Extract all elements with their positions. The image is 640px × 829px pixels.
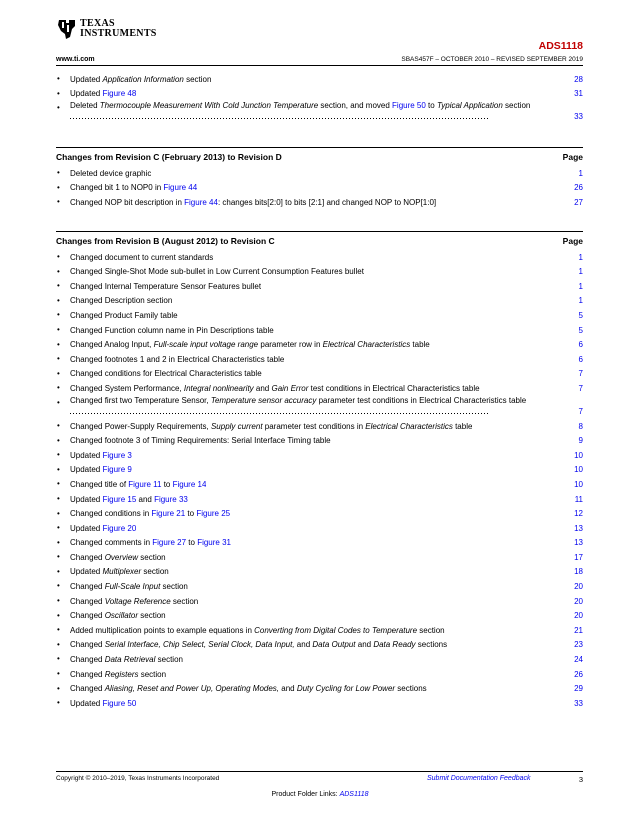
page-column-label: Page xyxy=(562,236,583,246)
bullet-icon: • xyxy=(57,281,60,291)
page-link[interactable]: 26 xyxy=(574,669,583,679)
text-segment: Changed Description section xyxy=(70,296,173,306)
figure-link[interactable]: Figure 15 xyxy=(102,494,137,504)
bullet-icon: • xyxy=(57,310,60,320)
text-segment: Updated xyxy=(70,494,103,504)
bullet-icon: • xyxy=(57,295,60,305)
list-item xyxy=(56,477,583,492)
item-text xyxy=(70,699,136,711)
text-segment: Updated xyxy=(70,450,103,460)
page-link[interactable]: 13 xyxy=(574,538,583,548)
text-segment: section xyxy=(417,625,445,635)
page-link[interactable]: 7 xyxy=(578,369,583,379)
item-text xyxy=(70,198,436,210)
list-item xyxy=(56,101,583,124)
page-link[interactable]: 1 xyxy=(578,252,583,262)
bullet-icon: • xyxy=(57,625,60,635)
italic-text: Application Information xyxy=(102,74,184,84)
text-segment: : changes bits[2:0] to bits [2:1] and changed NOP to NOP[1:0] xyxy=(217,197,437,207)
text-segment: Changed bit 1 to NOP0 in xyxy=(70,183,164,193)
bullet-icon: • xyxy=(57,566,60,576)
bullet-icon: • xyxy=(57,103,60,113)
page-column-label: Page xyxy=(562,152,583,162)
list-item xyxy=(56,652,583,667)
text-segment: Updated xyxy=(70,698,103,708)
list-item xyxy=(56,507,583,522)
text-segment: Changed Internal Temperature Sensor Features bullet xyxy=(70,281,262,291)
bullet-icon: • xyxy=(57,252,60,261)
bullet-icon: • xyxy=(57,654,60,664)
item-text xyxy=(70,296,172,308)
bullet-icon: • xyxy=(57,354,60,364)
figure-link[interactable]: Figure 3 xyxy=(102,450,132,460)
revision-line: SBAS457F – OCTOBER 2010 – REVISED SEPTEMBER 2019 xyxy=(401,56,583,63)
bullet-icon: • xyxy=(57,493,60,503)
bullet-icon: • xyxy=(57,464,60,474)
section-heading xyxy=(56,232,583,250)
page-link[interactable]: 10 xyxy=(574,479,583,489)
text-segment: Changed xyxy=(70,552,105,562)
text-segment: to xyxy=(186,538,198,548)
bullet-icon: • xyxy=(57,324,60,334)
submit-feedback-link[interactable]: Submit Documentation Feedback xyxy=(427,775,531,782)
figure-link[interactable]: Figure 27 xyxy=(152,538,187,548)
bullet-icon: • xyxy=(57,683,60,693)
page-link[interactable]: 10 xyxy=(574,465,583,475)
list-item xyxy=(56,367,583,382)
section-title: Changes from Revision C (February 2013) to Revision D xyxy=(56,152,282,162)
copyright-text: Copyright © 2010–2019, Texas Instruments Incorporated xyxy=(56,775,220,782)
item-text xyxy=(70,369,262,381)
bullet-icon: • xyxy=(57,266,60,276)
bullet-icon: • xyxy=(57,88,60,98)
bullet-icon: • xyxy=(57,435,60,445)
italic-text: Temperature sensor accuracy xyxy=(210,395,317,405)
text-segment: Deleted device graphic xyxy=(70,168,152,178)
text-segment: Changed comments in xyxy=(70,538,153,548)
figure-link[interactable]: Figure 21 xyxy=(151,509,186,519)
page-link[interactable]: 29 xyxy=(574,684,583,694)
page-link[interactable]: 20 xyxy=(574,596,583,606)
text-segment: Changed conditions in xyxy=(70,509,152,519)
ti-logo-icon xyxy=(56,17,78,41)
italic-text: Electrical Characteristics xyxy=(322,340,411,350)
text-segment: parameter test conditions in Electrical Characteristics table xyxy=(316,395,527,405)
list-item xyxy=(56,536,583,551)
bullet-icon: • xyxy=(57,197,60,207)
figure-link[interactable]: Figure 25 xyxy=(196,509,231,519)
list-item xyxy=(56,492,583,507)
page-link[interactable]: 8 xyxy=(578,421,583,431)
change-list xyxy=(56,250,583,711)
page-link[interactable]: 31 xyxy=(574,89,583,99)
bullet-icon: • xyxy=(57,669,60,679)
text-segment: to xyxy=(185,509,197,519)
bullet-icon: • xyxy=(57,698,60,708)
text-segment: section xyxy=(183,74,212,84)
item-text xyxy=(70,311,178,323)
italic-text: Full-Scale Input xyxy=(104,582,161,592)
list-item xyxy=(56,294,583,309)
item-text xyxy=(70,396,577,419)
text-segment: section xyxy=(170,596,199,606)
text-segment: table xyxy=(452,421,473,431)
text-segment: Changed document to current standards xyxy=(70,252,214,262)
footer-divider xyxy=(56,771,583,772)
figure-link[interactable]: Figure 44 xyxy=(163,183,198,193)
figure-link[interactable]: Figure 31 xyxy=(197,538,231,548)
item-text xyxy=(70,183,197,195)
list-item xyxy=(56,521,583,536)
list-item xyxy=(56,594,583,609)
product-folder-link[interactable]: ADS1118 xyxy=(339,791,369,798)
italic-text: Integral nonlinearity xyxy=(183,383,254,393)
list-item xyxy=(56,396,583,419)
page-link[interactable]: 5 xyxy=(578,310,583,320)
bullet-icon: • xyxy=(57,479,60,489)
text-segment: sections xyxy=(415,640,448,650)
item-text xyxy=(70,267,364,279)
text-segment: and xyxy=(355,640,374,650)
text-segment: Changed System Performance, xyxy=(70,383,184,393)
italic-text: Aliasing, Reset and Power Up, Operating Modes, xyxy=(104,684,280,694)
leader-dots xyxy=(70,406,490,414)
text-segment: Changed Single-Shot Mode sub-bullet in Low Current Consumption Features bullet xyxy=(70,267,364,277)
page-link[interactable]: 12 xyxy=(574,509,583,519)
italic-text: Data Output xyxy=(312,640,356,650)
leader-dots xyxy=(70,111,490,119)
text-segment: Added multiplication points to example equations in xyxy=(70,625,255,635)
page-link[interactable]: 7 xyxy=(578,383,583,393)
figure-link[interactable]: Figure 11 xyxy=(128,479,162,489)
text-segment: Changed xyxy=(70,582,105,592)
page-link[interactable]: 9 xyxy=(578,436,583,446)
page-link[interactable]: 1 xyxy=(578,267,583,277)
item-text xyxy=(70,626,445,638)
page-link[interactable]: 24 xyxy=(574,655,583,665)
item-text xyxy=(70,253,213,265)
section-heading xyxy=(56,148,583,166)
text-segment: section xyxy=(138,611,166,621)
italic-text: Typical Application xyxy=(436,101,503,111)
page-link[interactable]: 27 xyxy=(574,197,583,207)
page-link[interactable]: 10 xyxy=(574,450,583,460)
logo-line2: INSTRUMENTS xyxy=(80,28,157,39)
item-text xyxy=(70,640,447,652)
figure-link[interactable]: Figure 44 xyxy=(184,197,218,207)
text-segment: section, and moved xyxy=(318,101,393,111)
list-item xyxy=(56,166,583,181)
text-segment: Updated xyxy=(70,74,103,84)
italic-text: Oscillator xyxy=(104,611,139,621)
bullet-icon: • xyxy=(57,397,60,407)
list-item xyxy=(56,463,583,478)
text-segment: to xyxy=(161,479,173,489)
text-segment: section xyxy=(160,582,188,592)
bullet-icon: • xyxy=(57,596,60,606)
page-link[interactable]: 13 xyxy=(574,523,583,533)
italic-text: Registers xyxy=(104,669,139,679)
list-item xyxy=(56,250,583,265)
item-text xyxy=(70,509,230,521)
italic-text: Data Ready xyxy=(373,640,416,650)
text-segment: Changed footnote 3 of Timing Requirements: Serial Interface Timing table xyxy=(70,436,331,446)
italic-text: Data Retrieval xyxy=(104,655,156,665)
text-segment: section xyxy=(138,552,166,562)
item-text xyxy=(70,567,169,579)
italic-text: Gain Error xyxy=(271,383,309,393)
item-text xyxy=(70,597,198,609)
text-segment: Changed Analog Input, xyxy=(70,340,154,350)
page-link[interactable]: 21 xyxy=(574,625,583,635)
page-link[interactable]: 11 xyxy=(574,494,583,504)
text-segment: Changed first two Temperature Sensor, xyxy=(70,395,211,405)
list-item xyxy=(56,623,583,638)
list-item xyxy=(56,308,583,323)
list-item xyxy=(56,682,583,697)
list-item xyxy=(56,667,583,682)
page-number: 3 xyxy=(578,775,583,784)
bullet-icon: • xyxy=(57,610,60,620)
text-segment: Updated xyxy=(70,523,103,533)
bullet-icon: • xyxy=(57,339,60,349)
bullet-icon: • xyxy=(57,537,60,547)
text-segment: parameter row in xyxy=(258,340,323,350)
page-link[interactable]: 6 xyxy=(578,354,583,364)
figure-link[interactable]: Figure 48 xyxy=(102,89,137,99)
folder-prefix: Product Folder Links: xyxy=(271,791,340,798)
list-item xyxy=(56,434,583,449)
item-text xyxy=(70,670,166,682)
list-item xyxy=(56,448,583,463)
text-segment: test conditions in Electrical Characteristics table xyxy=(308,383,480,393)
italic-text: Electrical Characteristics xyxy=(365,421,453,431)
page-link[interactable]: 6 xyxy=(578,340,583,350)
list-item xyxy=(56,638,583,653)
text-segment: Changed xyxy=(70,669,105,679)
italic-text: Voltage Reference xyxy=(104,596,171,606)
text-segment: Changed Function column name in Pin Descriptions table xyxy=(70,325,274,335)
figure-link[interactable]: Figure 14 xyxy=(172,479,207,489)
logo-line1: TEXAS xyxy=(80,18,115,29)
page-link[interactable]: 18 xyxy=(574,567,583,577)
text-segment: Changed xyxy=(70,640,105,650)
item-text xyxy=(70,655,183,667)
bullet-icon: • xyxy=(57,508,60,518)
list-item xyxy=(56,338,583,353)
text-segment: section xyxy=(502,101,531,111)
page-link[interactable]: 23 xyxy=(574,640,583,650)
text-segment: Deleted xyxy=(70,101,100,111)
item-text xyxy=(70,326,274,338)
italic-text: Full-scale input voltage range xyxy=(153,340,259,350)
product-folder-links xyxy=(0,791,640,798)
item-text xyxy=(70,355,284,367)
italic-text: Converting from Digital Codes to Temperature xyxy=(254,625,418,635)
list-item xyxy=(56,696,583,711)
text-segment: Changed Power-Supply Requirements, xyxy=(70,421,211,431)
text-segment: to xyxy=(425,101,437,111)
list-item xyxy=(56,565,583,580)
item-text xyxy=(70,684,427,696)
list-item xyxy=(56,265,583,280)
text-segment: sections xyxy=(395,684,427,694)
text-segment: Updated xyxy=(70,89,103,99)
item-text xyxy=(70,75,211,87)
figure-link[interactable]: Figure 50 xyxy=(392,101,426,111)
list-item xyxy=(56,195,583,210)
header-divider xyxy=(56,65,583,66)
intro-list xyxy=(56,72,583,124)
bullet-icon: • xyxy=(57,368,60,378)
text-segment: Changed NOP bit description in xyxy=(70,197,185,207)
item-text xyxy=(70,553,166,565)
ti-logo xyxy=(56,17,166,43)
item-text xyxy=(70,384,480,396)
text-segment: table xyxy=(410,340,430,350)
italic-text: Duty Cycling for Low Power xyxy=(296,684,396,694)
list-item xyxy=(56,323,583,338)
item-text xyxy=(70,451,132,463)
text-segment: parameter test conditions in xyxy=(262,421,366,431)
bullet-icon: • xyxy=(57,552,60,562)
text-segment: Changed xyxy=(70,655,105,665)
item-text xyxy=(70,436,331,448)
list-item xyxy=(56,419,583,434)
italic-text: Overview xyxy=(104,552,139,562)
page-link[interactable]: 1 xyxy=(578,296,583,306)
figure-link[interactable]: Figure 33 xyxy=(154,494,188,504)
item-text xyxy=(70,89,136,101)
item-text xyxy=(70,495,188,507)
section-title: Changes from Revision B (August 2012) to Revision C xyxy=(56,236,275,246)
text-segment: and xyxy=(253,383,272,393)
page-link[interactable]: 7 xyxy=(578,406,583,416)
italic-text: Serial Interface, Chip Select, Serial Clock, Data Input, xyxy=(104,640,295,650)
website-link[interactable]: www.ti.com xyxy=(56,56,95,63)
text-segment: section xyxy=(138,669,167,679)
figure-link[interactable]: Figure 9 xyxy=(102,465,132,475)
text-segment: Changed Product Family table xyxy=(70,310,178,320)
list-item xyxy=(56,381,583,396)
bullet-icon: • xyxy=(57,639,60,649)
text-segment: Updated xyxy=(70,465,103,475)
bullet-icon: • xyxy=(57,420,60,430)
list-item xyxy=(56,579,583,594)
italic-text: Supply current xyxy=(210,421,263,431)
bullet-icon: • xyxy=(57,168,60,177)
bullet-icon: • xyxy=(57,182,60,192)
bullet-icon: • xyxy=(57,383,60,393)
list-item xyxy=(56,352,583,367)
text-segment: Changed footnotes 1 and 2 in Electrical Characteristics table xyxy=(70,354,285,364)
page-link[interactable]: 5 xyxy=(578,325,583,335)
page-link[interactable]: 20 xyxy=(574,582,583,592)
text-segment: Changed xyxy=(70,684,105,694)
text-segment: Changed title of xyxy=(70,479,129,489)
item-text xyxy=(70,524,136,536)
page-link[interactable]: 33 xyxy=(574,698,583,708)
item-text xyxy=(70,422,472,434)
item-text xyxy=(70,282,261,294)
bullet-icon: • xyxy=(57,450,60,460)
text-segment: Changed xyxy=(70,596,105,606)
italic-text: Multiplexer xyxy=(102,567,142,577)
change-list xyxy=(56,166,583,210)
page-link[interactable]: 17 xyxy=(574,552,583,562)
italic-text: Thermocouple Measurement With Cold Junction Temperature xyxy=(99,101,319,111)
page-link[interactable]: 33 xyxy=(574,112,583,122)
bullet-icon: • xyxy=(57,74,60,83)
text-segment: section xyxy=(155,655,183,665)
item-text xyxy=(70,465,132,477)
page-link[interactable]: 28 xyxy=(574,74,583,84)
list-item xyxy=(56,181,583,196)
list-item xyxy=(56,609,583,624)
list-item xyxy=(56,87,583,102)
page-link[interactable]: 20 xyxy=(574,611,583,621)
figure-link[interactable]: Figure 20 xyxy=(102,523,137,533)
list-item xyxy=(56,550,583,565)
list-item xyxy=(56,279,583,294)
page-link[interactable]: 1 xyxy=(578,281,583,291)
text-segment: and xyxy=(279,684,297,694)
item-text xyxy=(70,538,231,550)
item-text xyxy=(70,340,430,352)
text-segment: and xyxy=(294,640,313,650)
item-text xyxy=(70,169,151,181)
item-text xyxy=(70,582,188,594)
doc-id[interactable]: ADS1118 xyxy=(538,40,583,52)
figure-link[interactable]: Figure 50 xyxy=(102,698,137,708)
section-rev-c-to-d xyxy=(56,148,583,210)
item-text xyxy=(70,101,572,124)
item-text xyxy=(70,480,206,492)
text-segment: Updated xyxy=(70,567,103,577)
item-text xyxy=(70,611,166,623)
list-item xyxy=(56,72,583,87)
bullet-icon: • xyxy=(57,523,60,533)
text-segment: and xyxy=(136,494,155,504)
text-segment: section xyxy=(141,567,169,577)
text-segment: Changed conditions for Electrical Characteristics table xyxy=(70,369,262,379)
section-rev-b-to-c xyxy=(56,232,583,711)
page-link[interactable]: 26 xyxy=(574,183,583,193)
text-segment: Changed xyxy=(70,611,105,621)
page-link[interactable]: 1 xyxy=(578,168,583,178)
bullet-icon: • xyxy=(57,581,60,591)
